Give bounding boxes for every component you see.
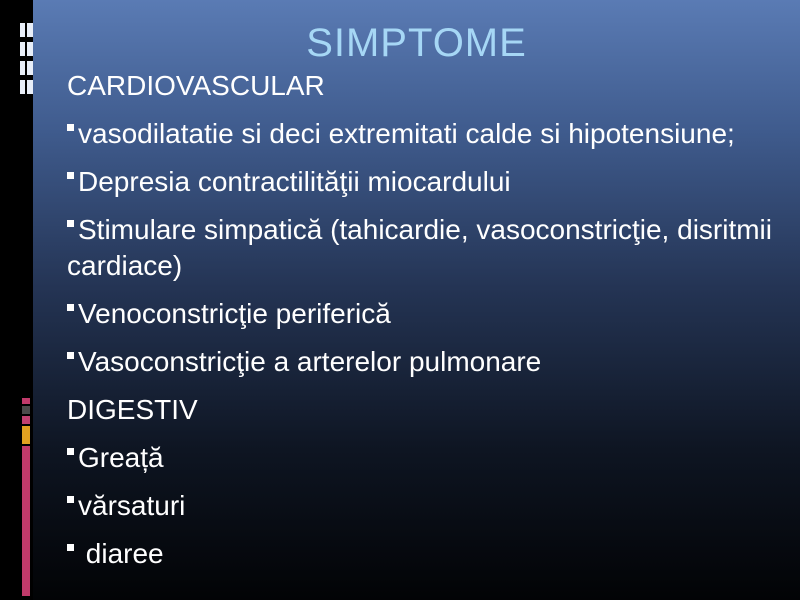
bullet-icon xyxy=(67,172,74,179)
bullet-icon xyxy=(67,220,74,227)
bullet-icon xyxy=(67,352,74,359)
bullet-item xyxy=(67,536,787,572)
bullet-item xyxy=(67,440,787,476)
bullet-text: Depresia contractilităţii miocardului xyxy=(78,166,511,197)
decorative-mark-icon xyxy=(20,23,33,95)
bullet-item xyxy=(67,296,787,332)
bullet-item xyxy=(67,488,787,524)
bullet-text: diaree xyxy=(78,538,164,569)
section-heading-digestiv: DIGESTIV xyxy=(67,394,198,425)
bullet-text: Venoconstricţie periferică xyxy=(78,298,391,329)
bullet-icon xyxy=(67,544,74,551)
bullet-item xyxy=(67,212,787,284)
bullet-icon xyxy=(67,448,74,455)
bullet-item xyxy=(67,164,787,200)
bullet-text: Stimulare simpatică (tahicardie, vasoconstricţie, disritmii cardiace) xyxy=(67,214,772,281)
left-decor-strip xyxy=(0,0,33,600)
bullet-text: Vasoconstricţie a arterelor pulmonare xyxy=(78,346,542,377)
slide-title: SIMPTOME xyxy=(306,21,527,65)
color-accent-bars xyxy=(22,398,30,598)
bullet-text: vasodilatatie si deci extremitati calde si hipotensiune; xyxy=(78,118,735,149)
section-heading-cardiovascular: CARDIOVASCULAR xyxy=(67,70,325,101)
bullet-item xyxy=(67,344,787,380)
slide-content xyxy=(67,68,787,584)
bullet-text: vărsaturi xyxy=(78,490,186,521)
bullet-icon xyxy=(67,304,74,311)
bullet-icon xyxy=(67,124,74,131)
bullet-icon xyxy=(67,496,74,503)
bullet-text: Greață xyxy=(78,442,164,473)
bullet-item xyxy=(67,116,787,152)
